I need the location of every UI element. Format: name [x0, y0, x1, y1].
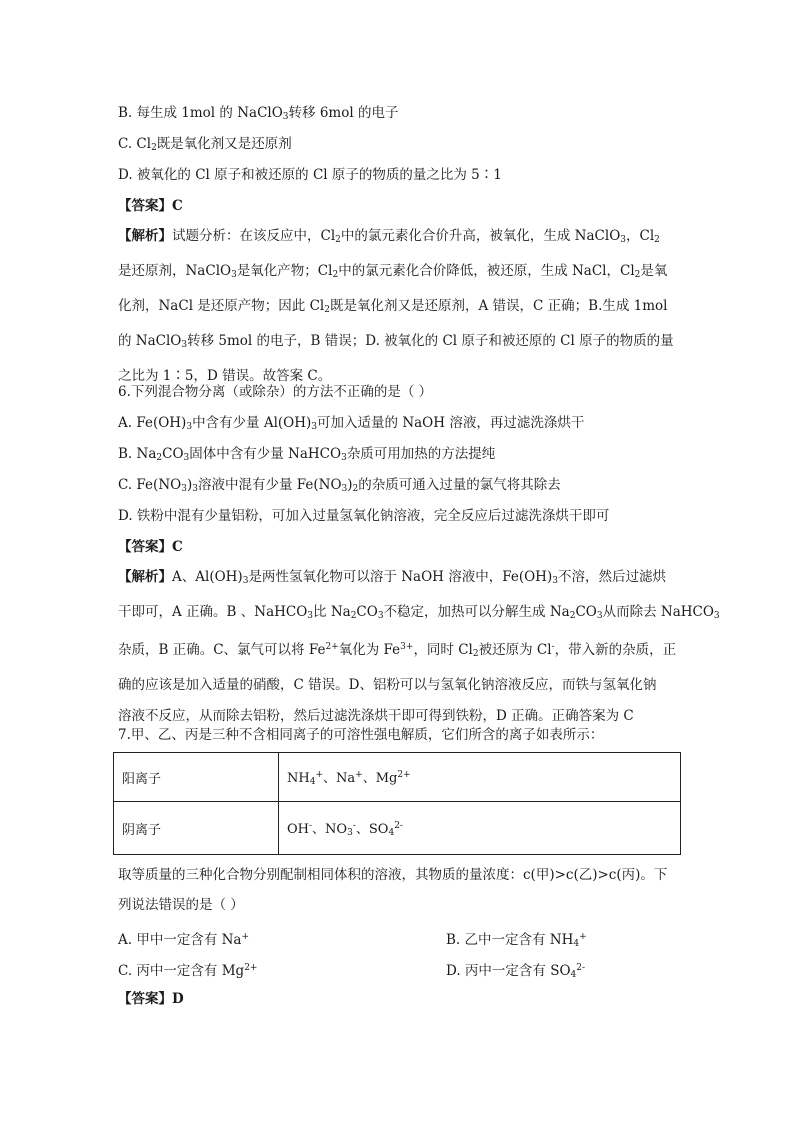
q6-option-d: D. 铁粉中混有少量铝粉，可加入过量氢氧化钠溶液，完全反应后过滤洗涤烘干即可: [118, 508, 610, 524]
q7-option-b: B. 乙中一定含有 $NH_4^+$: [446, 932, 587, 949]
q6-option-c: C. $Fe(NO_3)_3$溶液中混有少量 $Fe(NO_3)_2$的杂质可通入过量的氯气将其除去: [118, 477, 561, 494]
q7-option-d: D. 丙中一定含有 $SO_4^{2-}$: [446, 963, 586, 980]
q6-option-a: A. $Fe(OH)_3$中含有少量 $Al(OH)_3$可加入适量的 NaOH 溶液，再过滤洗涤烘干: [118, 415, 585, 432]
q7-option-c: C. 丙中一定含有 $Mg^{2+}$: [118, 963, 258, 979]
q7-text-line2: 列说法错误的是（ ）: [118, 897, 244, 913]
anion-ions: OH-、$NO_3^-$、$SO_4^{2-}$: [279, 802, 681, 855]
q7-stem: 7.甲、乙、丙是三种不含相同离子的可溶性强电解质，它们所含的离子如表所示：: [118, 727, 604, 743]
q6-analysis: 【解析】A、$Al(OH)_3$是两性氢氧化物可以溶于 NaOH 溶液中，$Fe(OH)_3$不溶，然后过滤烘 干即可，A 正确。B 、NaHCO$_3$比 $Na_2CO_3$不稳定，加热可以分解生成 $Na_2CO_3$从而除去 NaHCO$_3$ 杂质，B 正确。C、氯气可以将 $Fe^{2+}$氧化为 $Fe^{3+}$，同时 $Cl_2$被还原为 Cl-，带入新的杂质，正 确的应该是加入适量的硝酸，C 错误。D、铝粉可以与氢氧化钠溶液反应，而铁与氢氧化钠 溶液不反应，从而除去铝粉，然后过滤洗涤烘干即可得到铁粉，D 正确。正确答案为 C: [118, 569, 720, 724]
q5-option-d: D. 被氧化的 Cl 原子和被还原的 Cl 原子的物质的量之比为 5∶1: [118, 167, 502, 183]
q6-stem: 6.下列混合物分离（或除杂）的方法不正确的是（ ）: [118, 384, 433, 400]
q5-option-b: B. 每生成 1mol 的 NaClO$_3$转移 6mol 的电子: [118, 105, 399, 122]
q6-answer: 【答案】C: [118, 539, 183, 555]
table-row: [114, 802, 681, 855]
q7-option-a: A. 甲中一定含有 Na+: [118, 932, 250, 948]
q7-text-line1: 取等质量的三种化合物分别配制相同体积的溶液，其物质的量浓度：c(甲)>c(乙)>c(丙)。下: [118, 867, 668, 883]
anion-label: 阴离子: [114, 802, 279, 855]
q5-answer: 【答案】C: [118, 198, 183, 214]
q5-analysis: 【解析】试题分析：在该反应中，$Cl_2$中的氯元素化合价升高，被氧化，生成 NaClO$_3$，$Cl_2$ 是还原剂，NaClO$_3$是氧化产物；$Cl_2$中的氯元素化合价降低，被还原，生成 NaCl，$Cl_2$是氧 化剂，NaCl 是还原产物；因此 $Cl_2$既是氧化剂又是还原剂，A 错误，C 正确；B.生成 1mol 的 NaClO$_3$转移 5mol 的电子，B 错误；D. 被氧化的 Cl 原子和被还原的 Cl 原子的物质的量 之比为 1∶5，D 错误。故答案 C。: [118, 228, 674, 384]
ion-table: [113, 752, 681, 855]
q6-option-b: B. $Na_2CO_3$固体中含有少量 NaHCO$_3$杂质可用加热的方法提纯: [118, 446, 496, 463]
cation-ions: $NH_4^+$、Na+、$Mg^{2+}$: [279, 753, 681, 802]
q7-answer: 【答案】D: [118, 991, 184, 1007]
table-row: [114, 753, 681, 802]
cation-label: 阳离子: [114, 753, 279, 802]
q5-option-c: C. $Cl_2$既是氧化剂又是还原剂: [118, 136, 292, 153]
